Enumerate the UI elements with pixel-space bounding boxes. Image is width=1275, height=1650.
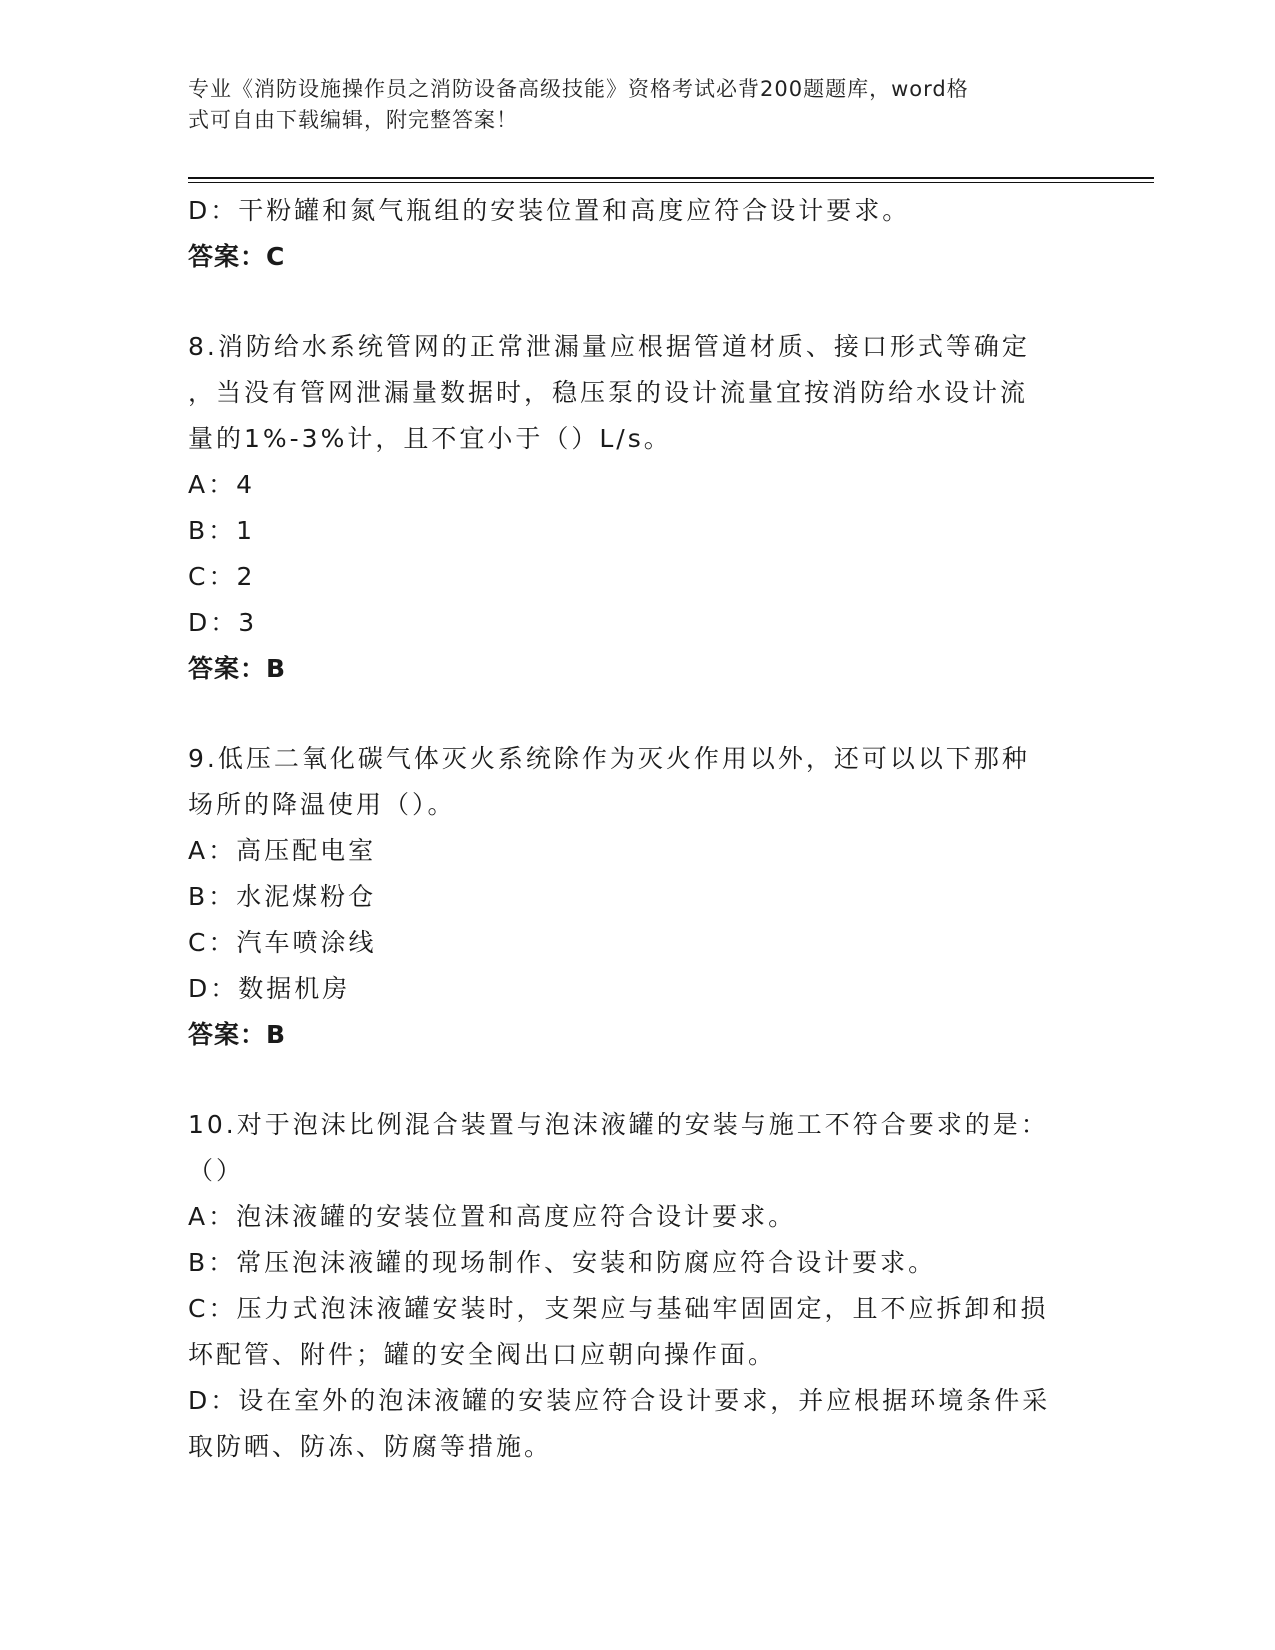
question-answer: 答案：B bbox=[188, 654, 287, 683]
question-stem-line: 8.消防给水系统管网的正常泄漏量应根据管道材质、接口形式等确定 bbox=[188, 332, 1030, 361]
spacer bbox=[188, 280, 1088, 324]
option-c: C：压力式泡沫液罐安装时，支架应与基础牢固固定，且不应拆卸和损 bbox=[188, 1294, 1049, 1323]
question-stem-line: （） bbox=[188, 1156, 245, 1185]
header-line-2: 式可自由下载编辑，附完整答案！ bbox=[188, 108, 518, 132]
option-b: B：常压泡沫液罐的现场制作、安装和防腐应符合设计要求。 bbox=[188, 1248, 937, 1277]
question-10 bbox=[188, 1102, 1088, 1470]
header-line-1: 专业《消防设施操作员之消防设备高级技能》资格考试必背200题题库，word格 bbox=[188, 77, 969, 101]
option-c: C：2 bbox=[188, 562, 256, 591]
header-divider-thin bbox=[188, 182, 1154, 183]
option-d: D：3 bbox=[188, 608, 258, 637]
question-answer: 答案：B bbox=[188, 1020, 287, 1049]
option-d: D：设在室外的泡沫液罐的安装应符合设计要求，并应根据环境条件采 bbox=[188, 1386, 1051, 1415]
question-8 bbox=[188, 324, 1088, 692]
prev-question-option-d: D：干粉罐和氮气瓶组的安装位置和高度应符合设计要求。 bbox=[188, 196, 911, 225]
question-stem-line: 量的1%-3%计，且不宜小于（）L/s。 bbox=[188, 424, 672, 453]
question-content bbox=[188, 188, 1088, 1470]
question-9 bbox=[188, 736, 1088, 1058]
header-divider-thick bbox=[188, 177, 1154, 179]
option-d: D：数据机房 bbox=[188, 974, 351, 1003]
question-stem-line: ，当没有管网泄漏量数据时，稳压泵的设计流量宜按消防给水设计流 bbox=[188, 378, 1029, 407]
option-c: C：汽车喷涂线 bbox=[188, 928, 377, 957]
spacer bbox=[188, 1058, 1088, 1102]
option-a: A：泡沫液罐的安装位置和高度应符合设计要求。 bbox=[188, 1202, 797, 1231]
option-c-continued: 坏配管、附件；罐的安全阀出口应朝向操作面。 bbox=[188, 1340, 777, 1369]
spacer bbox=[188, 692, 1088, 736]
option-a: A：高压配电室 bbox=[188, 836, 377, 865]
prev-question-answer: 答案：C bbox=[188, 242, 286, 271]
option-b: B：1 bbox=[188, 516, 256, 545]
option-b: B：水泥煤粉仓 bbox=[188, 882, 377, 911]
document-header bbox=[188, 74, 1068, 136]
question-stem-line: 10.对于泡沫比例混合装置与泡沫液罐的安装与施工不符合要求的是： bbox=[188, 1110, 1049, 1139]
option-a: A：4 bbox=[188, 470, 256, 499]
option-d-continued: 取防晒、防冻、防腐等措施。 bbox=[188, 1432, 553, 1461]
question-stem-line: 场所的降温使用（）。 bbox=[188, 790, 456, 819]
question-stem-line: 9.低压二氧化碳气体灭火系统除作为灭火作用以外，还可以以下那种 bbox=[188, 744, 1030, 773]
